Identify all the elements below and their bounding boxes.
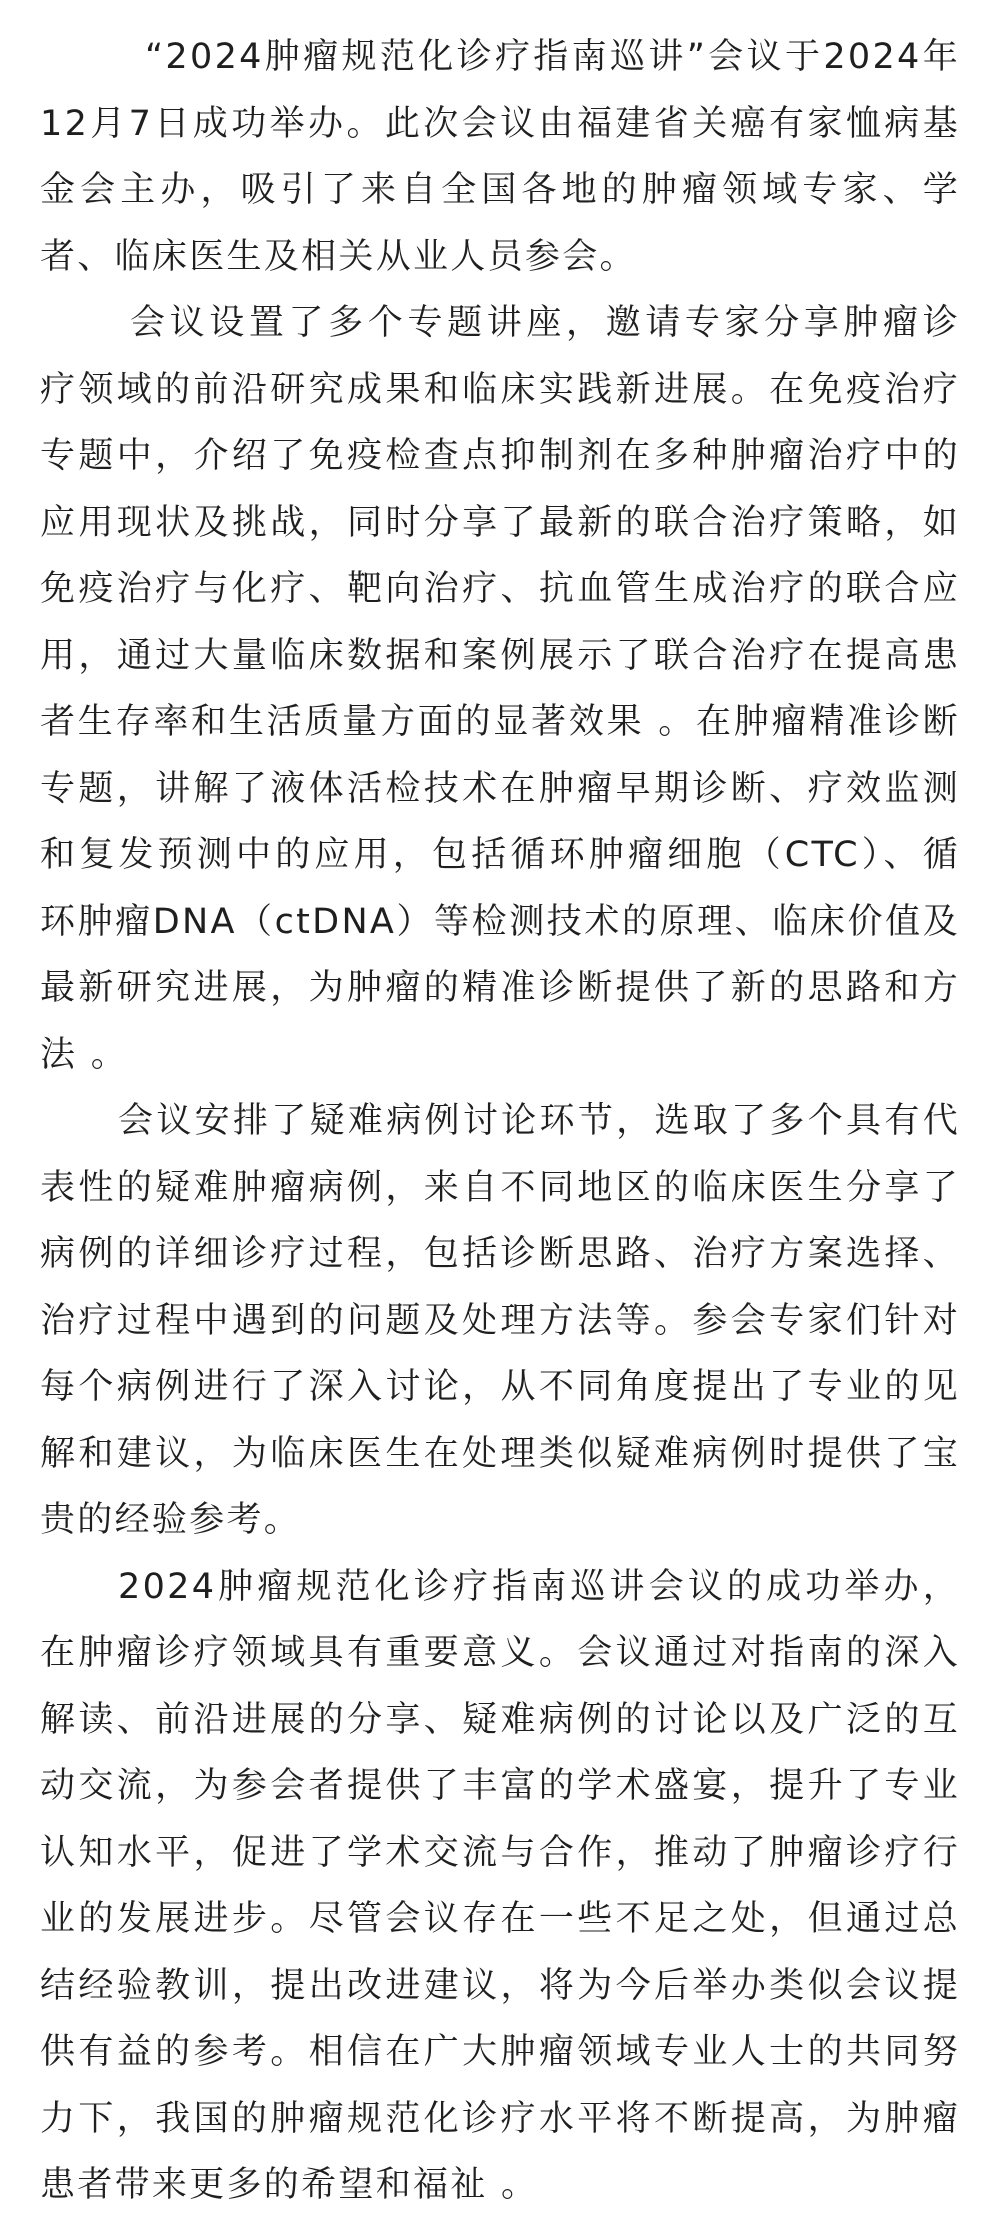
paragraph-case-discussion bbox=[40, 1088, 960, 1554]
paragraph-conclusion bbox=[40, 1554, 960, 2219]
text-line: 业的发展进步。尽管会议存在一些不足之处，但通过总 bbox=[40, 1899, 960, 1939]
text-line: 环肿瘤DNA（ctDNA）等检测技术的原理、临床价值及 bbox=[40, 901, 960, 942]
text-line: 应用现状及挑战，同时分享了最新的联合治疗策略，如 bbox=[40, 502, 960, 543]
text-line: 法 。 bbox=[40, 1034, 129, 1075]
text-line: 最新研究进展，为肿瘤的精准诊断提供了新的思路和方 bbox=[40, 968, 960, 1008]
text-line: 表性的疑难肿瘤病例，来自不同地区的临床医生分享了 bbox=[40, 1167, 960, 1208]
text-line: 患者带来更多的希望和福祉 。 bbox=[40, 2165, 539, 2205]
text-line: 专题，讲解了液体活检技术在肿瘤早期诊断、疗效监测 bbox=[40, 768, 960, 809]
text-line: 解和建议，为临床医生在处理类似疑难病例时提供了宝 bbox=[40, 1433, 960, 1474]
text-line: 金会主办，吸引了来自全国各地的肿瘤领域专家、学 bbox=[40, 170, 960, 210]
text-line: 每个病例进行了深入讨论，从不同角度提出了专业的见 bbox=[40, 1367, 960, 1407]
text-line: 者、临床医生及相关从业人员参会。 bbox=[40, 236, 637, 277]
text-line: 结经验教训，提出改进建议，将为今后举办类似会议提 bbox=[40, 1965, 960, 2006]
text-line: 免疫治疗与化疗、靶向治疗、抗血管生成治疗的联合应 bbox=[40, 569, 960, 609]
text-line: 在肿瘤诊疗领域具有重要意义。会议通过对指南的深入 bbox=[40, 1633, 960, 1673]
paragraph-lectures bbox=[40, 290, 960, 1088]
text-line: 动交流，为参会者提供了丰富的学术盛宴，提升了专业 bbox=[40, 1766, 960, 1806]
text-line: 疗领域的前沿研究成果和临床实践新进展。在免疫治疗 bbox=[40, 369, 960, 410]
text-line: 认知水平，促进了学术交流与合作，推动了肿瘤诊疗行 bbox=[40, 1832, 960, 1873]
text-line: 用，通过大量临床数据和案例展示了联合治疗在提高患 bbox=[40, 635, 960, 676]
text-line: 和复发预测中的应用，包括循环肿瘤细胞（CTC）、循 bbox=[40, 835, 960, 875]
text-line: 2024肿瘤规范化诊疗指南巡讲会议的成功举办， bbox=[118, 1566, 960, 1607]
text-line: 贵的经验参考。 bbox=[40, 1500, 302, 1540]
text-line: 解读、前沿进展的分享、疑难病例的讨论以及广泛的互 bbox=[40, 1699, 960, 1740]
text-line: 者生存率和生活质量方面的显著效果 。在肿瘤精准诊断 bbox=[40, 702, 960, 742]
text-line: “2024肿瘤规范化诊疗指南巡讲”会议于2024年 bbox=[145, 37, 960, 77]
text-line: 力下，我国的肿瘤规范化诊疗水平将不断提高，为肿瘤 bbox=[40, 2098, 960, 2139]
text-line: 治疗过程中遇到的问题及处理方法等。参会专家们针对 bbox=[40, 1300, 960, 1341]
text-line: 会议设置了多个专题讲座，邀请专家分享肿瘤诊 bbox=[130, 303, 960, 343]
text-line: 供有益的参考。相信在广大肿瘤领域专业人士的共同努 bbox=[40, 2032, 960, 2072]
text-line: 专题中，介绍了免疫检查点抑制剂在多种肿瘤治疗中的 bbox=[40, 436, 960, 476]
paragraph-meeting-intro bbox=[40, 24, 960, 290]
text-line: 会议安排了疑难病例讨论环节，选取了多个具有代 bbox=[118, 1101, 960, 1141]
text-line: 病例的详细诊疗过程，包括诊断思路、治疗方案选择、 bbox=[40, 1234, 960, 1274]
text-line: 12月7日成功举办。此次会议由福建省关癌有家恤病基 bbox=[40, 103, 960, 144]
